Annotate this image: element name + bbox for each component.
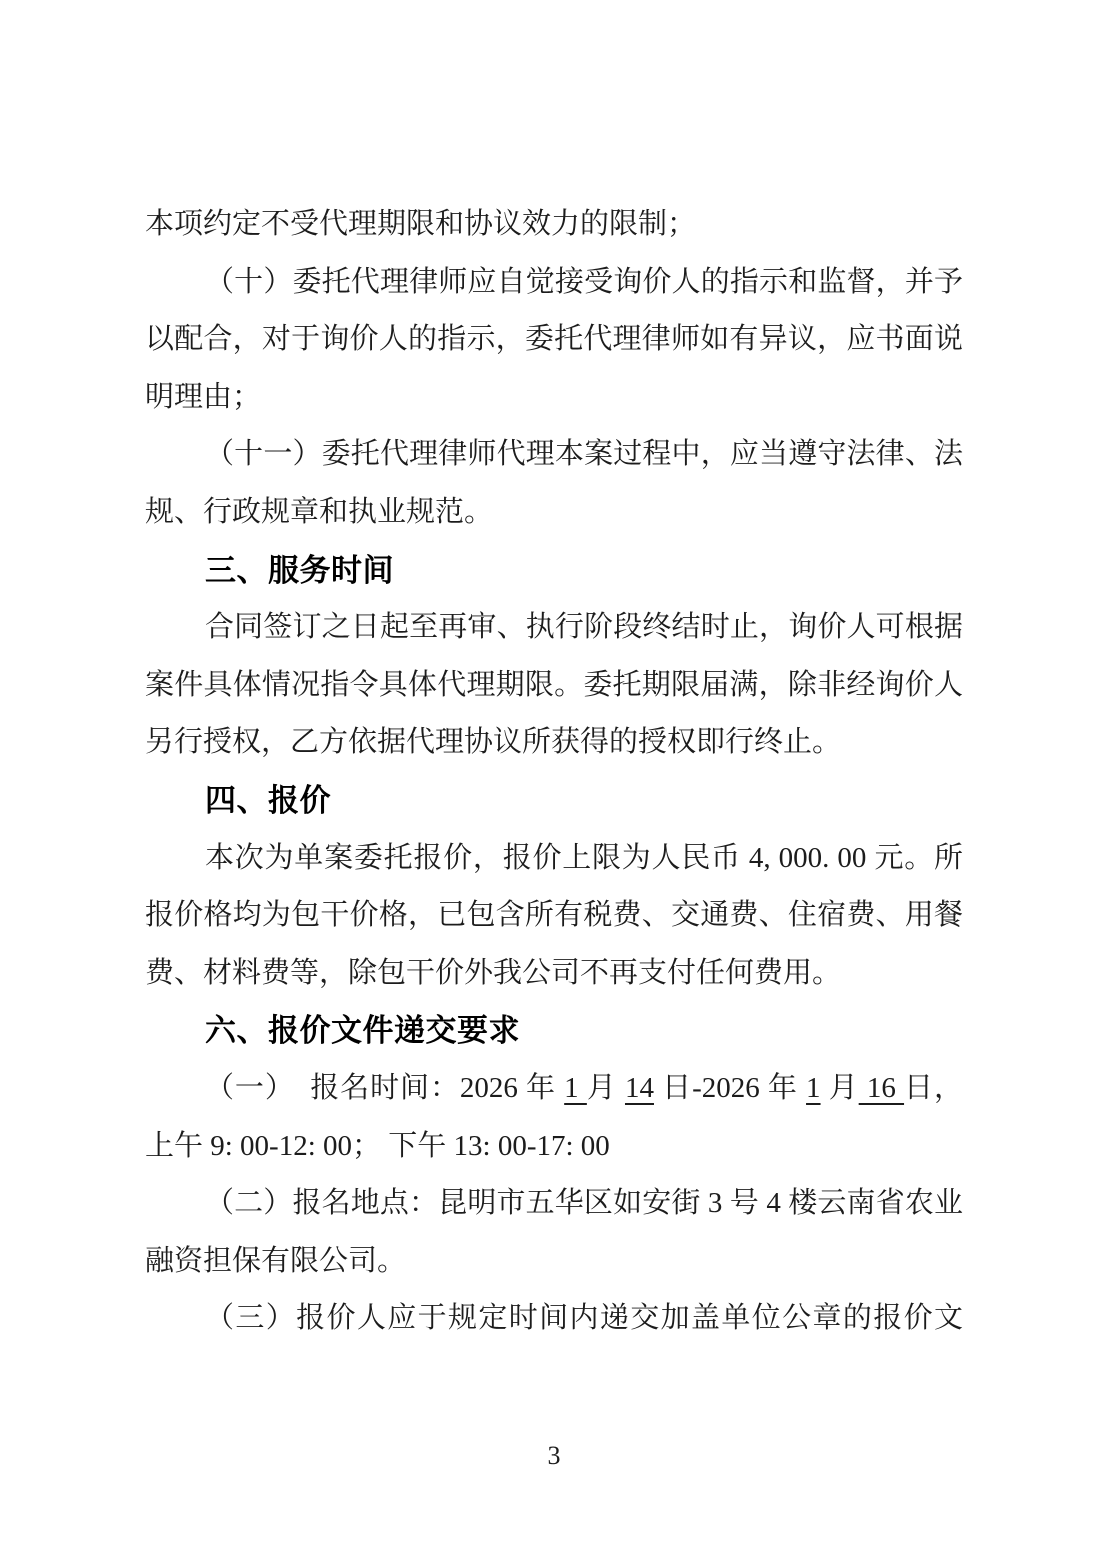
clause-ten-line-3: 明理由；	[145, 380, 262, 413]
clause-eleven-line-1: （十一）委托代理律师代理本案过程中，应当遵守法律、法	[205, 438, 963, 471]
service-time-line-2: 案件具体情况指令具体代理期限。委托期限届满，除非经询价人	[145, 668, 963, 701]
quotation-line-1: 本次为单案委托报价，报价上限为人民币 4, 000. 00 元。所	[205, 841, 963, 874]
registration-mid-3: 月	[820, 1071, 859, 1104]
page-number: 3	[547, 1441, 561, 1470]
registration-time-prefix: （一） 报名时间：2026 年	[205, 1071, 565, 1104]
quotation-line-2: 报价格均为包干价格，已包含所有税费、交通费、住宿费、用餐	[145, 899, 963, 932]
registration-location-line-1: （二）报名地点：昆明市五华区如安街 3 号 4 楼云南省农业	[205, 1187, 963, 1220]
registration-mid-1: 月	[586, 1071, 625, 1104]
registration-mid-2: 日-2026 年	[653, 1071, 807, 1104]
heading-submission-requirements: 六、报价文件递交要求	[205, 1013, 520, 1049]
registration-time-line-1	[145, 1060, 963, 1118]
paragraph-continuation-line: 本项约定不受代理期限和协议效力的限制；	[145, 208, 697, 240]
clause-ten-line-2: 以配合，对于询价人的指示，委托代理律师如有异议，应书面说	[145, 323, 963, 356]
registration-day-1-underlined: 14	[624, 1071, 654, 1104]
service-time-line-3: 另行授权，乙方依据代理协议所获得的授权即行终止。	[145, 726, 842, 759]
document-body	[145, 196, 963, 1348]
heading-quotation: 四、报价	[205, 782, 331, 818]
clause-eleven-line-2: 规、行政规章和执业规范。	[145, 495, 494, 528]
quotation-line-3: 费、材料费等，除包干价外我公司不再支付任何费用。	[145, 956, 842, 989]
clause-ten-line-1: （十）委托代理律师应自觉接受询价人的指示和监督，并予	[205, 265, 963, 298]
registration-month-1-underlined: 1	[564, 1071, 587, 1104]
registration-day-2-underlined: 16	[858, 1071, 905, 1104]
heading-service-time: 三、服务时间	[205, 552, 394, 588]
service-time-line-1: 合同签订之日起至再审、执行阶段终结时止，询价人可根据	[205, 611, 963, 644]
registration-month-2-underlined: 1	[806, 1071, 821, 1104]
registration-time-line-2: 上午 9: 00-12: 00； 下午 13: 00-17: 00	[145, 1129, 610, 1162]
registration-location-line-2: 融资担保有限公司。	[145, 1244, 407, 1277]
registration-time-suffix: 日，	[904, 1071, 963, 1104]
clause-three-submission-line: （三）报价人应于规定时间内递交加盖单位公章的报价文	[205, 1302, 963, 1335]
